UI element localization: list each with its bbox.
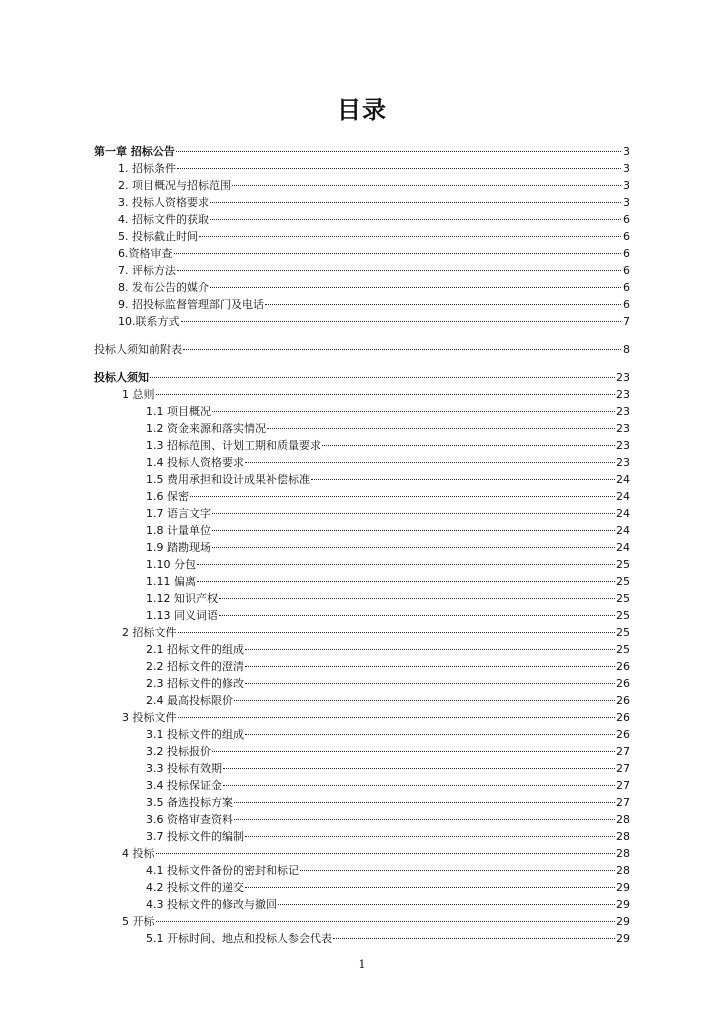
toc-dot-leader [212,518,615,531]
toc-dot-leader [223,756,615,769]
toc-entry-label: 4 投标 [122,847,155,860]
toc-entry-page: 7 [623,315,630,328]
toc-entry-label: 1.8 计量单位 [146,524,211,537]
toc-entry-page: 29 [616,915,630,928]
toc-entry-page: 3 [623,162,630,175]
toc-entry-label: 1 总则 [122,388,155,401]
toc-entry-page: 26 [616,660,630,673]
toc-entry-label: 2. 项目概况与招标范围 [118,179,231,192]
toc-entry-label: 3.7 投标文件的编制 [146,830,244,843]
toc-entry-page: 27 [616,762,630,775]
toc-entry-page: 23 [616,388,630,401]
toc-entry-label: 3.1 投标文件的组成 [146,728,244,741]
toc-entry-page: 6 [623,213,630,226]
toc-entry-label: 2.3 招标文件的修改 [146,677,244,690]
toc-dot-leader [300,858,615,871]
toc-dot-leader [177,258,621,271]
toc-entry-label: 1.10 分包 [146,558,196,571]
toc-entry-label: 4. 招标文件的获取 [118,213,209,226]
toc-entry-page: 25 [616,626,630,639]
toc-dot-leader [245,875,615,888]
toc-entry[interactable] [94,929,630,946]
toc-entry-page: 23 [616,405,630,418]
toc-entry-page: 6 [623,281,630,294]
toc-dot-leader [278,892,615,905]
toc-entry-page: 6 [623,247,630,260]
toc-entry-label: 2.4 最高投标限价 [146,694,233,707]
toc-dot-leader [232,173,621,186]
toc-entry-page: 25 [616,558,630,571]
toc-entry-page: 8 [623,343,630,356]
toc-entry-page: 26 [616,677,630,690]
toc-entry-label: 7. 评标方法 [118,264,176,277]
toc-entry-label: 2.1 招标文件的组成 [146,643,244,656]
toc-entry-label: 1.13 同义词语 [146,609,218,622]
toc-entry-label: 1.4 投标人资格要求 [146,456,244,469]
toc-dot-leader [176,139,621,152]
toc-entry-label: 2.2 招标文件的澄清 [146,660,244,673]
toc-entry-label: 第一章 招标公告 [94,145,175,158]
toc-dot-leader [245,450,615,463]
toc-entry-page: 27 [616,779,630,792]
toc-entry-page: 3 [623,179,630,192]
toc-dot-leader [212,399,615,412]
toc-entry-label: 2 招标文件 [122,626,177,639]
toc-entry-page: 27 [616,796,630,809]
toc-dot-leader [177,156,621,169]
toc-entry-page: 24 [616,524,630,537]
toc-entry-label: 5 开标 [122,915,155,928]
toc-entry-label: 1.5 费用承担和设计成果补偿标准 [146,473,310,486]
toc-entry-label: 4.2 投标文件的递交 [146,881,244,894]
toc-entry-page: 28 [616,830,630,843]
toc-entry-label: 3.2 投标报价 [146,745,211,758]
toc-entry-page: 25 [616,643,630,656]
toc-entry-page: 24 [616,507,630,520]
toc-entry-page: 29 [616,932,630,945]
toc-dot-leader [212,535,615,548]
toc-dot-leader [212,739,615,752]
toc-entry-label: 9. 招投标监督管理部门及电话 [118,298,264,311]
toc-entry-label: 1.9 踏勘现场 [146,541,211,554]
toc-dot-leader [178,620,616,633]
toc-entry-page: 25 [616,592,630,605]
toc-dot-leader [267,416,615,429]
toc-entry-label: 1.1 项目概况 [146,405,211,418]
toc-entry-page: 27 [616,745,630,758]
toc-dot-leader [234,807,615,820]
toc-dot-leader [181,309,622,322]
toc-entry[interactable] [94,340,630,357]
toc-entry-page: 23 [616,456,630,469]
page-number: 1 [358,958,366,971]
toc-dot-leader [234,790,615,803]
toc-entry-label: 1.12 知识产权 [146,592,218,605]
toc-dot-leader [212,501,615,514]
toc-entry-label: 3.6 资格审查资料 [146,813,233,826]
toc-dot-leader [197,552,615,565]
toc-entry-label: 4.3 投标文件的修改与撤回 [146,898,277,911]
toc-entry-label: 3. 投标人资格要求 [118,196,209,209]
toc-entry-page: 24 [616,473,630,486]
toc-dot-leader [245,671,615,684]
toc-dot-leader [245,722,615,735]
toc-entry-label: 3.5 备选投标方案 [146,796,233,809]
toc-entry-label: 5.1 开标时间、地点和投标人参会代表 [146,932,332,945]
toc-entry-page: 28 [616,864,630,877]
toc-entry-label: 3.3 投标有效期 [146,762,222,775]
toc-dot-leader [322,433,615,446]
toc-dot-leader [210,275,621,288]
toc-entry-page: 29 [616,881,630,894]
toc-dot-leader [223,773,615,786]
toc-dot-leader [156,382,616,395]
toc-entry-page: 3 [623,196,630,209]
toc-dot-leader [190,484,615,497]
toc-entry-page: 26 [616,694,630,707]
toc-dot-leader [219,586,615,599]
toc-entry-label: 3.4 投标保证金 [146,779,222,792]
toc-entry[interactable] [94,312,630,329]
toc-entry-page: 26 [616,711,630,724]
toc-dot-leader [178,705,616,718]
toc-entry-label: 3 投标文件 [122,711,177,724]
toc-entry-page: 6 [623,298,630,311]
toc-entry-page: 23 [616,439,630,452]
toc-entry-page: 6 [623,264,630,277]
toc-dot-leader [245,637,615,650]
toc-dot-leader [183,337,621,350]
toc-entry-page: 24 [616,541,630,554]
toc-title: 目录 [337,96,387,124]
toc-entry-label: 投标人须知 [94,371,149,384]
toc-entry-label: 1.3 招标范围、计划工期和质量要求 [146,439,321,452]
toc-dot-leader [234,688,615,701]
toc-dot-leader [219,603,615,616]
toc-dot-leader [210,207,621,220]
toc-entry-label: 1.2 资金来源和落实情况 [146,422,266,435]
toc-entry-page: 3 [623,145,630,158]
toc-dot-leader [333,926,615,939]
toc-entry-page: 23 [616,371,630,384]
toc-dot-leader [156,841,616,854]
toc-dot-leader [210,190,621,203]
toc-entry-label: 5. 投标截止时间 [118,230,198,243]
toc-entry-label: 1. 招标条件 [118,162,176,175]
toc-dot-leader [199,224,621,237]
toc-dot-leader [245,654,615,667]
toc-entry-label: 1.6 保密 [146,490,189,503]
toc-entry-page: 6 [623,230,630,243]
toc-dot-leader [156,909,616,922]
toc-entry-page: 26 [616,728,630,741]
toc-entry-page: 25 [616,575,630,588]
toc-entry-page: 29 [616,898,630,911]
toc-dot-leader [265,292,621,305]
toc-entry-page: 25 [616,609,630,622]
toc-entry-label: 投标人须知前附表 [94,343,182,356]
toc-entry-label: 8. 发布公告的媒介 [118,281,209,294]
toc-entry-label: 10.联系方式 [118,315,180,328]
table-of-contents [94,142,630,946]
toc-dot-leader [150,365,615,378]
toc-entry-page: 28 [616,847,630,860]
toc-dot-leader [174,241,622,254]
toc-dot-leader [197,569,615,582]
toc-entry-label: 1.7 语言文字 [146,507,211,520]
toc-entry-label: 1.11 偏离 [146,575,196,588]
toc-entry-label: 4.1 投标文件备份的密封和标记 [146,864,299,877]
toc-entry-page: 23 [616,422,630,435]
toc-entry-page: 28 [616,813,630,826]
toc-entry-label: 6.资格审查 [118,247,173,260]
toc-entry-page: 24 [616,490,630,503]
toc-dot-leader [311,467,615,480]
toc-dot-leader [245,824,615,837]
